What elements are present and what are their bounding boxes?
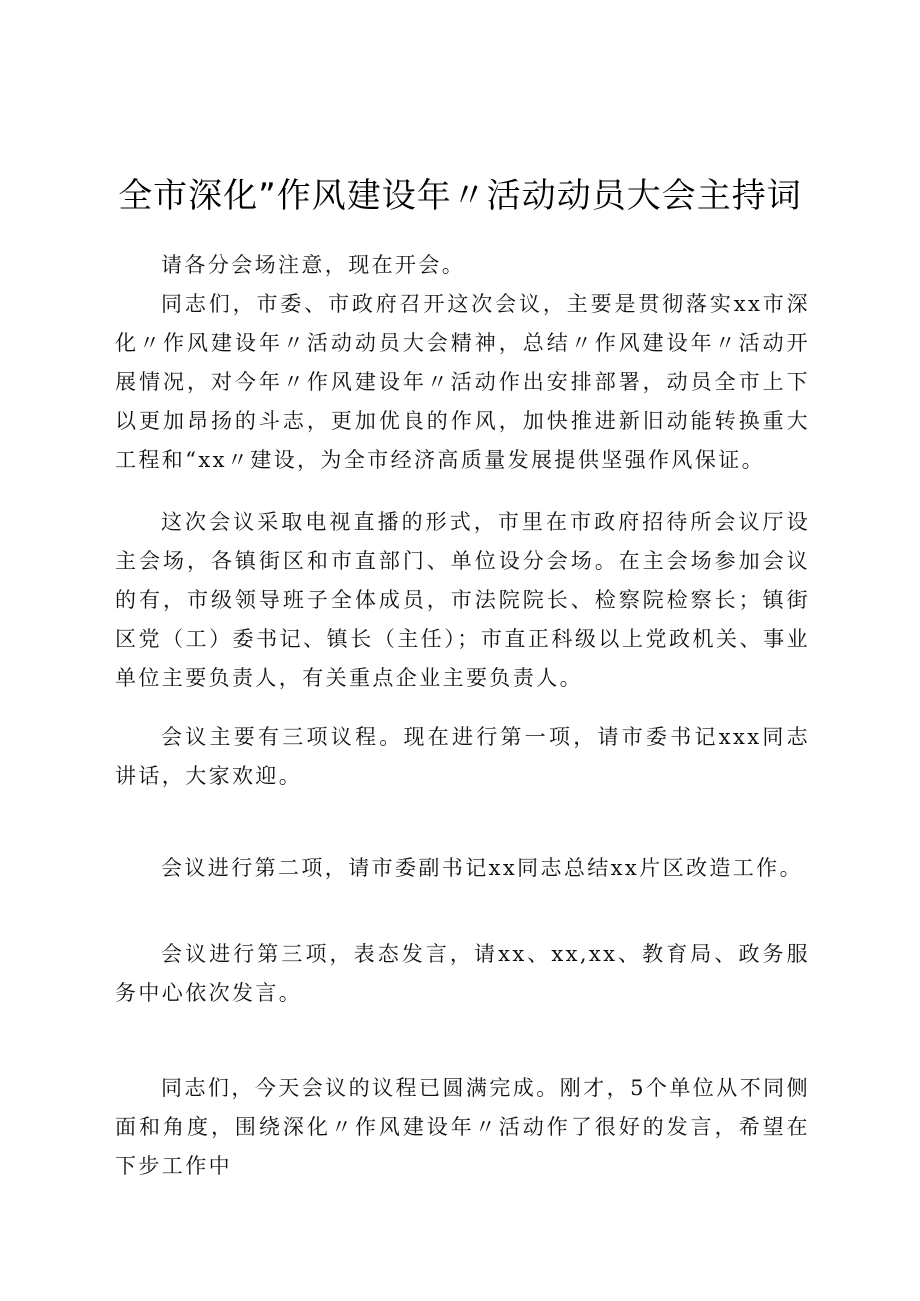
- paragraph-purpose: 同志们，市委、市政府召开这次会议，主要是贯彻落实xx市深化〃作风建设年〃活动动员大会精神，总结〃作风建设年〃活动开展情况，对今年〃作风建设年〃活动作出安排部署，动员全市上下以更加昂扬的斗志，更加优良的作风，加快推进新旧动能转换重大工程和“xx〃建设，为全市经济高质量发展提供坚强作风保证。: [115, 292, 810, 472]
- paragraph-attendance: 这次会议采取电视直播的形式，市里在市政府招待所会议厅设主会场，各镇街区和市直部门、单位设分会场。在主会场参加会议的有，市级领导班子全体成员，市法院院长、检察院检察长；镇街区党（工）委书记、镇长（主任）；市直正科级以上党政机关、事业单位主要负责人，有关重点企业主要负责人。: [115, 510, 810, 690]
- paragraph-opening: 请各分会场注意，现在开会。: [161, 253, 466, 277]
- paragraph-agenda-second: 会议进行第二项，请市委副书记xx同志总结xx片区改造工作。: [161, 856, 803, 880]
- document-title: 全市深化”作风建设年〃活动动员大会主持词: [118, 176, 802, 216]
- paragraph-agenda-third: 会议进行第三项，表态发言，请xx、xx,xx、教育局、政务服务中心依次发言。: [115, 942, 810, 1005]
- paragraph-closing: 同志们，今天会议的议程已圆满完成。刚才，5个单位从不同侧面和角度，围绕深化〃作风建设年〃活动作了很好的发言，希望在下步工作中: [115, 1076, 810, 1178]
- paragraph-agenda-first: 会议主要有三项议程。现在进行第一项，请市委书记xxx同志讲话，大家欢迎。: [115, 725, 810, 788]
